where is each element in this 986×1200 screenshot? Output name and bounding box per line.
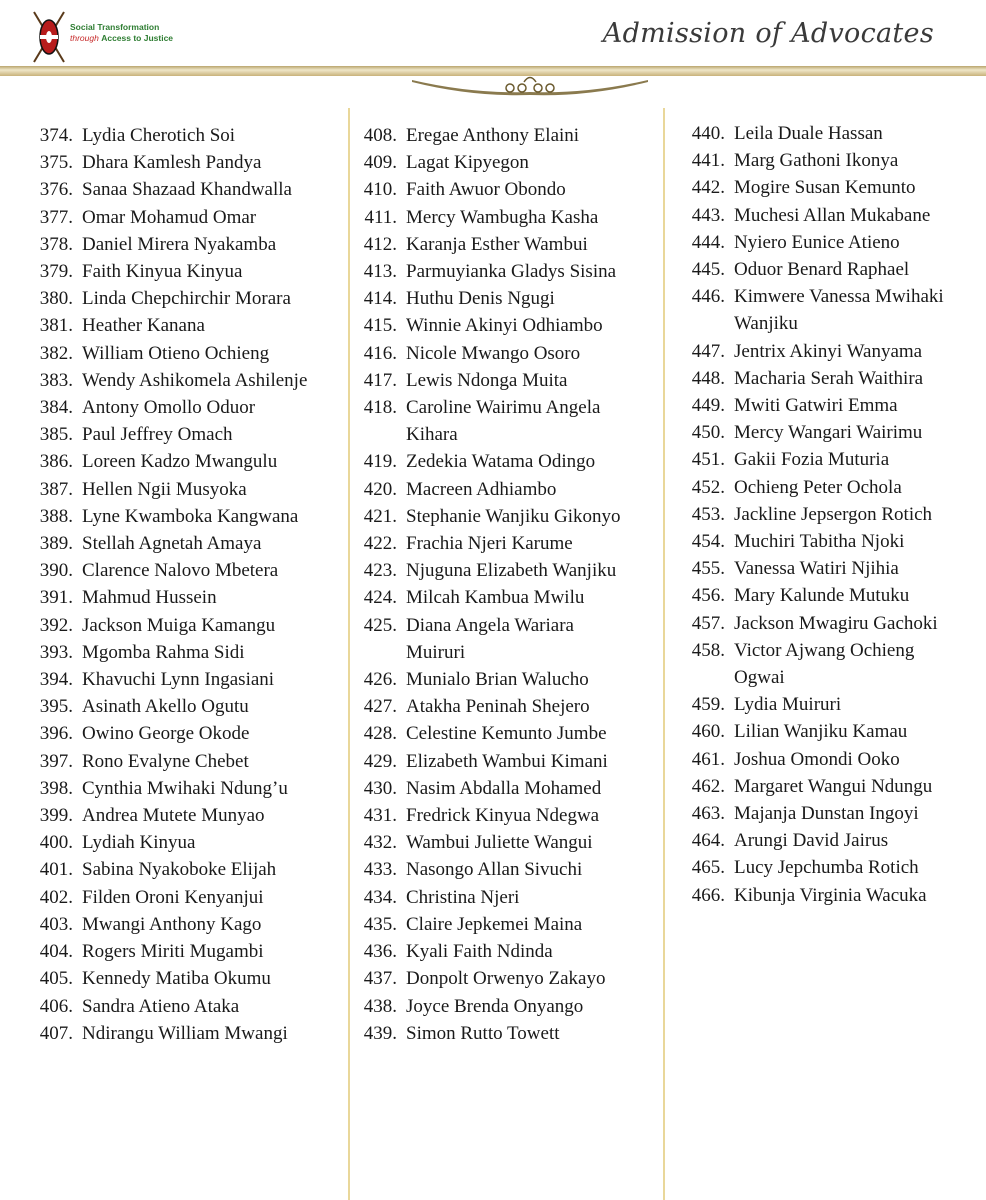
admission-entry (33, 149, 307, 176)
admission-entry (33, 557, 307, 584)
admission-entry (685, 174, 949, 201)
entry-number: 456. (691, 585, 725, 607)
entry-number: 430. (363, 777, 397, 799)
logo-tagline-line1: Social Transformation (70, 22, 160, 32)
entry-number: 377. (39, 206, 73, 228)
advocate-name: Sanaa Shazaad Khandwalla (82, 179, 292, 201)
admission-entry (357, 285, 636, 312)
admission-entry (685, 528, 949, 555)
entry-number: 465. (691, 857, 725, 879)
admission-entry (357, 693, 636, 720)
admission-entry (357, 557, 636, 584)
advocate-name: Macreen Adhiambo (406, 478, 557, 500)
advocate-name: Mgomba Rahma Sidi (82, 641, 245, 663)
advocate-name: Joshua Omondi Ooko (734, 748, 900, 770)
admission-entry (685, 854, 949, 881)
advocate-name: Khavuchi Lynn Ingasiani (82, 669, 275, 691)
admission-entry (33, 911, 307, 938)
entry-number: 459. (691, 694, 725, 716)
entry-number: 422. (363, 533, 397, 555)
admission-entry (357, 312, 636, 339)
advocate-name: Lewis Ndonga Muita (406, 369, 568, 391)
advocate-name: Diana Angela Wariara Muiruri (406, 614, 574, 663)
advocate-name: Arungi David Jairus (734, 830, 889, 852)
advocate-name: Frachia Njeri Karume (406, 533, 573, 555)
admission-entry (357, 448, 636, 475)
admission-entry (33, 856, 307, 883)
admission-entry (33, 285, 307, 312)
entry-number: 383. (39, 369, 73, 391)
column-divider (348, 108, 350, 1200)
advocate-name: Simon Rutto Towett (406, 1022, 560, 1044)
entry-number: 461. (691, 748, 725, 770)
advocate-name: Mwangi Anthony Kago (82, 913, 262, 935)
advocate-name: Muchesi Allan Mukabane (734, 204, 931, 226)
logo-tagline-line2: Access to Justice (101, 33, 174, 43)
advocate-name: Milcah Kambua Mwilu (406, 587, 585, 609)
advocate-name: Rogers Miriti Mugambi (82, 941, 264, 963)
admission-entry (685, 419, 949, 446)
admission-entry (357, 149, 636, 176)
entry-number: 441. (691, 150, 725, 172)
admission-entry (357, 584, 636, 611)
advocate-name: Rono Evalyne Chebet (82, 750, 249, 772)
admission-entry (357, 938, 636, 965)
advocate-name: Mercy Wambugha Kasha (406, 206, 599, 228)
entry-number: 396. (39, 723, 73, 745)
admission-entry (357, 530, 636, 557)
admission-entry (33, 448, 307, 475)
admission-entry (357, 612, 636, 666)
admission-entry (33, 802, 307, 829)
advocate-name: Jackson Muiga Kamangu (82, 614, 276, 636)
entry-number: 412. (363, 233, 397, 255)
entry-number: 402. (39, 886, 73, 908)
entry-number: 397. (39, 750, 73, 772)
advocate-name: Sandra Atieno Ataka (82, 995, 240, 1017)
admission-entry (357, 258, 636, 285)
entry-number: 385. (39, 424, 73, 446)
advocate-name: Mercy Wangari Wairimu (734, 422, 923, 444)
entry-number: 443. (691, 204, 725, 226)
entry-number: 376. (39, 179, 73, 201)
advocate-name: Faith Kinyua Kinyua (82, 261, 243, 283)
advocate-name: Paul Jeffrey Omach (82, 424, 233, 446)
entry-number: 445. (691, 259, 725, 281)
entry-number: 444. (691, 231, 725, 253)
advocate-name: Lydia Muiruri (734, 694, 842, 716)
advocate-name: Leila Duale Hassan (734, 123, 883, 144)
admission-entry (685, 582, 949, 609)
advocate-name: Njuguna Elizabeth Wanjiku (406, 560, 617, 582)
advocate-name: Celestine Kemunto Jumbe (406, 723, 607, 745)
entry-number: 408. (363, 125, 397, 146)
admission-entry (685, 637, 949, 691)
entry-number: 419. (363, 451, 397, 473)
advocate-name: Lyne Kwamboka Kangwana (82, 505, 299, 527)
advocate-name: Lagat Kipyegon (406, 152, 529, 174)
admission-entry (357, 884, 636, 911)
name-column-3 (685, 120, 949, 909)
admission-entry (33, 204, 307, 231)
entry-number: 388. (39, 505, 73, 527)
admission-entry (685, 610, 949, 637)
entry-number: 439. (363, 1022, 397, 1044)
advocate-name: Wambui Juliette Wangui (406, 832, 593, 854)
advocate-name: Jackson Mwagiru Gachoki (734, 612, 938, 634)
entry-number: 403. (39, 913, 73, 935)
entry-number: 394. (39, 669, 73, 691)
advocate-name: Mahmud Hussein (82, 587, 217, 609)
entry-number: 386. (39, 451, 73, 473)
entry-number: 423. (363, 560, 397, 582)
entry-number: 436. (363, 941, 397, 963)
advocate-name: Nicole Mwango Osoro (406, 342, 581, 364)
admission-entry (33, 367, 307, 394)
advocate-name: Lucy Jepchumba Rotich (734, 857, 919, 879)
advocate-name: Huthu Denis Ngugi (406, 288, 555, 310)
advocate-name: Stephanie Wanjiku Gikonyo (406, 505, 621, 527)
advocate-name: Filden Oroni Kenyanjui (82, 886, 264, 908)
admission-entry (33, 503, 307, 530)
admission-entry (357, 666, 636, 693)
entry-number: 447. (691, 340, 725, 362)
entry-number: 440. (691, 123, 725, 144)
advocate-name: Cynthia Mwihaki Ndung’u (82, 777, 288, 799)
admission-entry (33, 639, 307, 666)
entry-number: 426. (363, 669, 397, 691)
advocate-name: Daniel Mirera Nyakamba (82, 233, 277, 255)
page-header (0, 0, 986, 100)
entry-number: 384. (39, 397, 73, 419)
entry-number: 375. (39, 152, 73, 174)
entry-number: 464. (691, 830, 725, 852)
entry-number: 401. (39, 859, 73, 881)
entry-number: 417. (363, 369, 397, 391)
advocate-name: Winnie Akinyi Odhiambo (406, 315, 603, 337)
entry-number: 451. (691, 449, 725, 471)
advocate-name: Donpolt Orwenyo Zakayo (406, 968, 606, 990)
admission-entry (685, 555, 949, 582)
admission-entry (33, 748, 307, 775)
entry-number: 404. (39, 941, 73, 963)
admission-entry (33, 394, 307, 421)
entry-number: 379. (39, 261, 73, 283)
admission-entry (33, 258, 307, 285)
admission-entry (357, 231, 636, 258)
admission-entry (357, 204, 636, 231)
admission-entry (685, 718, 949, 745)
ornament-icon (412, 72, 648, 100)
entry-number: 413. (363, 261, 397, 283)
entry-number: 431. (363, 805, 397, 827)
admission-entry (33, 476, 307, 503)
entry-number: 460. (691, 721, 725, 743)
advocate-name: Nasongo Allan Sivuchi (406, 859, 583, 881)
entry-number: 452. (691, 476, 725, 498)
admission-entry (33, 775, 307, 802)
entry-number: 406. (39, 995, 73, 1017)
advocate-name: Zedekia Watama Odingo (406, 451, 596, 473)
admission-entry (685, 746, 949, 773)
admission-entry (357, 1020, 636, 1047)
admission-entry (357, 476, 636, 503)
admission-entry (357, 856, 636, 883)
admission-entry (357, 122, 636, 149)
admission-entry (33, 693, 307, 720)
advocate-name: Kyali Faith Ndinda (406, 941, 553, 963)
entry-number: 427. (363, 696, 397, 718)
logo-tagline-through: through (70, 33, 99, 43)
admission-entry (357, 176, 636, 203)
advocate-name: Linda Chepchirchir Morara (82, 288, 291, 310)
advocate-name: Faith Awuor Obondo (406, 179, 566, 201)
entry-number: 457. (691, 612, 725, 634)
advocate-name: Omar Mohamud Omar (82, 206, 257, 228)
column-divider (663, 108, 665, 1200)
entry-number: 410. (363, 179, 397, 201)
admission-entry (685, 501, 949, 528)
admission-entry (357, 829, 636, 856)
advocate-name: Nyiero Eunice Atieno (734, 231, 900, 253)
page-title: Admission of Advocates (602, 18, 934, 49)
entry-number: 433. (363, 859, 397, 881)
admission-entry (357, 748, 636, 775)
advocate-name: Oduor Benard Raphael (734, 259, 910, 281)
admission-entry (357, 720, 636, 747)
entry-number: 458. (691, 639, 725, 661)
advocate-name: Asinath Akello Ogutu (82, 696, 249, 718)
entry-number: 421. (363, 505, 397, 527)
advocate-name: Ochieng Peter Ochola (734, 476, 902, 498)
entry-number: 462. (691, 775, 725, 797)
entry-number: 411. (364, 206, 397, 228)
admission-entry (33, 666, 307, 693)
admission-entry (685, 800, 949, 827)
entry-number: 418. (363, 397, 397, 419)
advocate-name: Jackline Jepsergon Rotich (734, 503, 933, 525)
advocate-name: Antony Omollo Oduor (82, 397, 256, 419)
admission-entry (685, 256, 949, 283)
entry-number: 466. (691, 884, 725, 906)
entry-number: 449. (691, 395, 725, 417)
advocate-name: Wendy Ashikomela Ashilenje (82, 369, 308, 391)
entry-number: 400. (39, 832, 73, 854)
entry-number: 429. (363, 750, 397, 772)
advocate-name: Muchiri Tabitha Njoki (734, 531, 905, 553)
admission-entry (33, 1020, 307, 1047)
admission-entry (685, 365, 949, 392)
advocate-name: Victor Ajwang Ochieng Ogwai (734, 639, 915, 689)
admission-entry (33, 231, 307, 258)
advocate-name: Vanessa Watiri Njihia (734, 558, 899, 580)
advocate-name: Claire Jepkemei Maina (406, 913, 583, 935)
advocate-name: Lilian Wanjiku Kamau (734, 721, 908, 743)
entry-number: 416. (363, 342, 397, 364)
admission-entry (33, 530, 307, 557)
admission-entry (33, 829, 307, 856)
entry-number: 448. (691, 367, 725, 389)
advocate-name: Sabina Nyakoboke Elijah (82, 859, 277, 881)
admission-entry (685, 229, 949, 256)
advocate-name: Gakii Fozia Muturia (734, 449, 890, 471)
entry-number: 380. (39, 288, 73, 310)
admission-entry (685, 773, 949, 800)
advocate-name: Loreen Kadzo Mwangulu (82, 451, 278, 473)
advocate-name: Joyce Brenda Onyango (406, 995, 584, 1017)
advocate-name: Mwiti Gatwiri Emma (734, 395, 898, 417)
entry-number: 424. (363, 587, 397, 609)
admission-entry (685, 691, 949, 718)
admission-entry (357, 965, 636, 992)
admission-entry (33, 884, 307, 911)
advocate-name: Majanja Dunstan Ingoyi (734, 803, 919, 825)
entry-number: 374. (39, 125, 73, 146)
entry-number: 409. (363, 152, 397, 174)
entry-number: 381. (39, 315, 73, 337)
admission-entry (357, 394, 636, 448)
entry-number: 455. (691, 558, 725, 580)
admission-entry (33, 720, 307, 747)
coat-of-arms-icon (30, 8, 70, 66)
advocate-name: Mogire Susan Kemunto (734, 177, 916, 199)
advocate-name: Eregae Anthony Elaini (406, 125, 580, 146)
entry-number: 425. (363, 614, 397, 636)
entry-number: 393. (39, 641, 73, 663)
entry-number: 428. (363, 723, 397, 745)
entry-number: 446. (691, 286, 725, 308)
advocate-name: Kennedy Matiba Okumu (82, 968, 271, 990)
entry-number: 414. (363, 288, 397, 310)
name-column-1 (33, 122, 307, 1047)
advocate-name: Mary Kalunde Mutuku (734, 585, 910, 607)
entry-number: 432. (363, 832, 397, 854)
admission-entry (33, 938, 307, 965)
entry-number: 405. (39, 968, 73, 990)
advocate-name: Kimwere Vanessa Mwihaki Wanjiku (734, 286, 944, 335)
advocate-name: Jentrix Akinyi Wanyama (734, 340, 923, 362)
name-column-2 (357, 122, 636, 1047)
advocate-name: Karanja Esther Wambui (406, 233, 588, 255)
judiciary-logo (30, 8, 230, 68)
entry-number: 390. (39, 560, 73, 582)
admission-entry (685, 392, 949, 419)
advocate-name: Owino George Okode (82, 723, 250, 745)
entry-number: 442. (691, 177, 725, 199)
admission-entry (685, 147, 949, 174)
advocate-name: Clarence Nalovo Mbetera (82, 560, 279, 582)
entry-number: 378. (39, 233, 73, 255)
advocate-name: Lydiah Kinyua (82, 832, 196, 854)
admission-entry (357, 993, 636, 1020)
advocate-name: Elizabeth Wambui Kimani (406, 750, 608, 772)
entry-number: 415. (363, 315, 397, 337)
admission-entry (357, 802, 636, 829)
entry-number: 407. (39, 1022, 73, 1044)
entry-number: 391. (39, 587, 73, 609)
entry-number: 435. (363, 913, 397, 935)
entry-number: 450. (691, 422, 725, 444)
entry-number: 387. (39, 478, 73, 500)
entry-number: 392. (39, 614, 73, 636)
entry-number: 434. (363, 886, 397, 908)
advocate-name: Hellen Ngii Musyoka (82, 478, 247, 500)
entry-number: 389. (39, 533, 73, 555)
admission-entry (685, 474, 949, 501)
admission-entry (33, 312, 307, 339)
entry-number: 437. (363, 968, 397, 990)
advocate-name: Lydia Cherotich Soi (82, 125, 236, 146)
admission-entry (685, 882, 949, 909)
admission-entry (685, 827, 949, 854)
admission-entry (685, 202, 949, 229)
admission-entry (33, 584, 307, 611)
admission-entry (33, 965, 307, 992)
admission-entry (33, 176, 307, 203)
advocate-name: Nasim Abdalla Mohamed (406, 777, 602, 799)
admission-entry (357, 503, 636, 530)
advocate-name: Parmuyianka Gladys Sisina (406, 261, 617, 283)
admission-entry (357, 775, 636, 802)
entry-number: 395. (39, 696, 73, 718)
advocate-name: Kibunja Virginia Wacuka (734, 884, 927, 906)
advocate-name: Andrea Mutete Munyao (82, 805, 265, 827)
advocate-name: William Otieno Ochieng (82, 342, 270, 364)
admission-entry (685, 446, 949, 473)
advocate-name: Fredrick Kinyua Ndegwa (406, 805, 600, 827)
advocate-name: Christina Njeri (406, 886, 520, 908)
admission-entry (685, 338, 949, 365)
entry-number: 420. (363, 478, 397, 500)
admission-entry (685, 283, 949, 337)
entry-number: 382. (39, 342, 73, 364)
advocate-name: Atakha Peninah Shejero (406, 696, 590, 718)
entry-number: 453. (691, 503, 725, 525)
admission-entry (33, 421, 307, 448)
entry-number: 463. (691, 803, 725, 825)
admission-entry (33, 340, 307, 367)
entry-number: 398. (39, 777, 73, 799)
advocate-name: Ndirangu William Mwangi (82, 1022, 288, 1044)
admission-entry (685, 120, 949, 147)
entry-number: 438. (363, 995, 397, 1017)
admission-entry (33, 612, 307, 639)
admission-entry (33, 993, 307, 1020)
advocate-name: Margaret Wangui Ndungu (734, 775, 933, 797)
admission-entry (357, 340, 636, 367)
admission-entry (357, 911, 636, 938)
advocate-name: Heather Kanana (82, 315, 205, 337)
admission-entry (33, 122, 307, 149)
advocate-name: Marg Gathoni Ikonya (734, 150, 899, 172)
advocate-name: Macharia Serah Waithira (734, 367, 924, 389)
advocate-name: Dhara Kamlesh Pandya (82, 152, 262, 174)
advocate-name: Stellah Agnetah Amaya (82, 533, 262, 555)
advocate-name: Munialo Brian Walucho (406, 669, 589, 691)
entry-number: 454. (691, 531, 725, 553)
advocate-name: Caroline Wairimu Angela Kihara (406, 397, 601, 446)
entry-number: 399. (39, 805, 73, 827)
admission-entry (357, 367, 636, 394)
